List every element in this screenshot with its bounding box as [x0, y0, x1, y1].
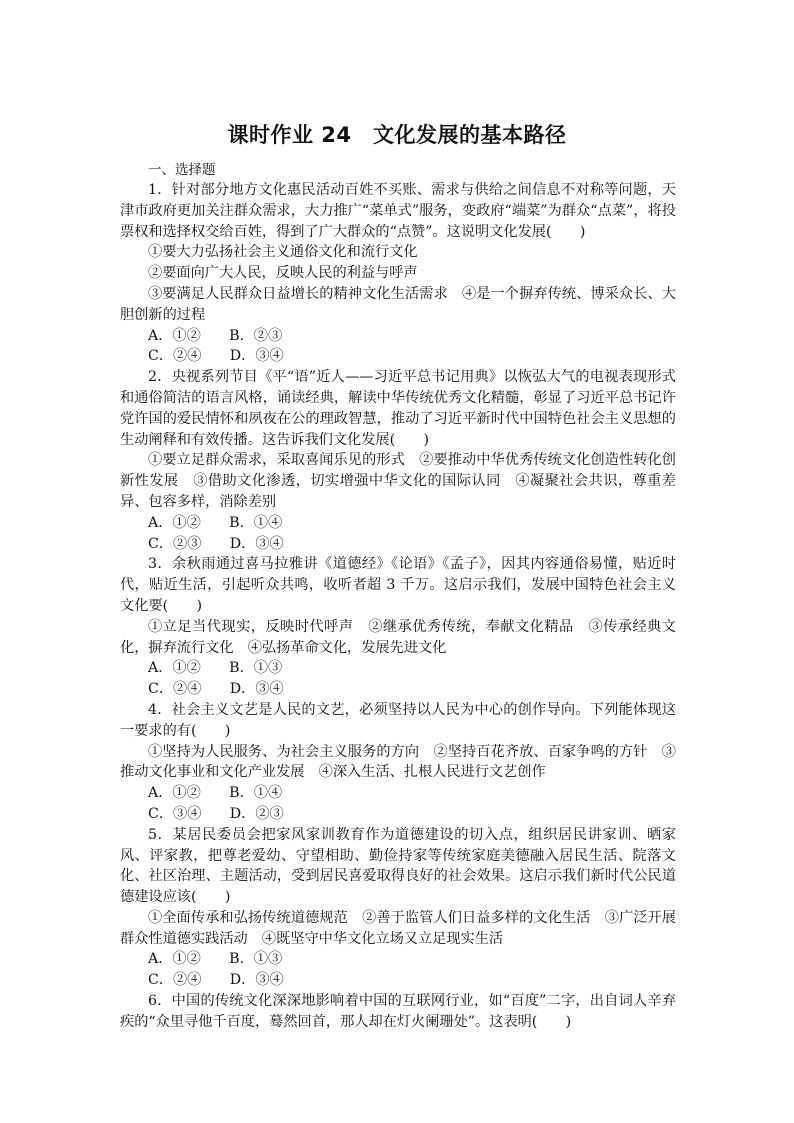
answer-options: C．②④ D．③④ [148, 972, 284, 989]
question-item: ③要满足人民群众日益增长的精神文化生活需求 ④是一个摒弃传统、博采众长、大胆创新的过程 [120, 285, 676, 323]
section-heading: 一、选择题 [148, 162, 216, 178]
question-stem: 3．余秋雨通过喜马拉雅讲《道德经》《论语》《孟子》，因其内容通俗易懂，贴近时代，贴近生活，引起听众共鸣，收听者超 3 千万。这启示我们，发展中国特色社会主义文化要( ) [120, 556, 676, 614]
answer-options: C．②③ D．③④ [148, 535, 284, 552]
answer-options: A．①② B．①③ [148, 951, 283, 968]
answer-options: C．②④ D．③④ [148, 348, 284, 365]
question-stem: 1．针对部分地方文化惠民活动百姓不买账、需求与供给之间信息不对称等问题，天津市政府更加关注群众需求，大力推广“菜单式”服务，变政府“端菜”为群众“点菜”，将投票权和选择权交给百姓，得到了广大群众的“点赞”。这说明文化发展( ) [120, 182, 676, 240]
question-3 [120, 554, 676, 700]
question-1 [120, 180, 676, 367]
question-stem: 6．中国的传统文化深深地影响着中国的互联网行业，如“百度”二字，出自词人辛弃疾的“众里寻他千百度，蓦然回首，那人却在灯火阑珊处”。这表明( ) [120, 993, 676, 1030]
question-stem: 5．某居民委员会把家风家训教育作为道德建设的切入点，组织居民讲家训、晒家风、评家教，把尊老爱幼、守望相助、勤俭持家等传统家庭美德融入居民生活、院落文化、社区治理、主题活动，受到居民喜爱取得良好的社会效果。这启示我们新时代公民道德建设应该( ) [120, 826, 676, 906]
question-5 [120, 825, 676, 991]
question-item: ①要大力弘扬社会主义通俗文化和流行文化 [148, 244, 418, 261]
question-6 [120, 991, 676, 1033]
answer-options: A．①② B．①④ [148, 785, 283, 802]
question-4 [120, 700, 676, 825]
question-item: ①全面传承和弘扬传统道德规范 ②善于监管人们日益多样的文化生活 ③广泛开展群众性道德实践活动 ④既坚守中华文化立场又立足现实生活 [120, 909, 676, 947]
answer-options: C．②④ D．③④ [148, 681, 284, 698]
question-item: ①立足当代现实，反映时代呼声 ②继承优秀传统，奉献文化精品 ③传承经典文化，摒弃流行文化 ④弘扬革命文化，发展先进文化 [120, 618, 676, 656]
question-item: ①坚持为人民服务、为社会主义服务的方向 ②坚持百花齐放、百家争鸣的方针 ③推动文化事业和文化产业发展 ④深入生活、扎根人民进行文艺创作 [120, 743, 676, 781]
answer-options: A．①② B．①③ [148, 660, 283, 677]
question-item: ②要面向广大人民，反映人民的利益与呼声 [148, 265, 418, 282]
question-stem: 4．社会主义文艺是人民的文艺，必须坚持以人民为中心的创作导向。下列能体现这一要求的有( ) [120, 701, 676, 739]
question-list [120, 180, 676, 1033]
answer-options: A．①② B．①④ [148, 514, 283, 531]
question-stem: 2．央视系列节目《平“语”近人——习近平总书记用典》以恢弘大气的电视表现形式和通俗简洁的语言风格，诵读经典，解读中华传统优秀文化精髓，彰显了习近平总书记许党许国的爱民情怀和夙夜在公的理政智慧，推动了习近平新时代中国特色社会主义思想的生动阐释和有效传播。这告诉我们文化发展( ) [120, 369, 676, 448]
page-title: 课时作业 24 文化发展的基本路径 [227, 123, 567, 147]
question-item: ①要立足群众需求，采取喜闻乐见的形式 ②要推动中华优秀传统文化创造性转化创新性发展 ③借助文化渗透，切实增强中华文化的国际认同 ④凝聚社会共识，尊重差异、包容多样，消除差别 [120, 452, 676, 510]
answer-options: A．①② B．②③ [148, 327, 283, 344]
question-2 [120, 367, 676, 554]
answer-options: C．③④ D．②③ [148, 805, 284, 822]
